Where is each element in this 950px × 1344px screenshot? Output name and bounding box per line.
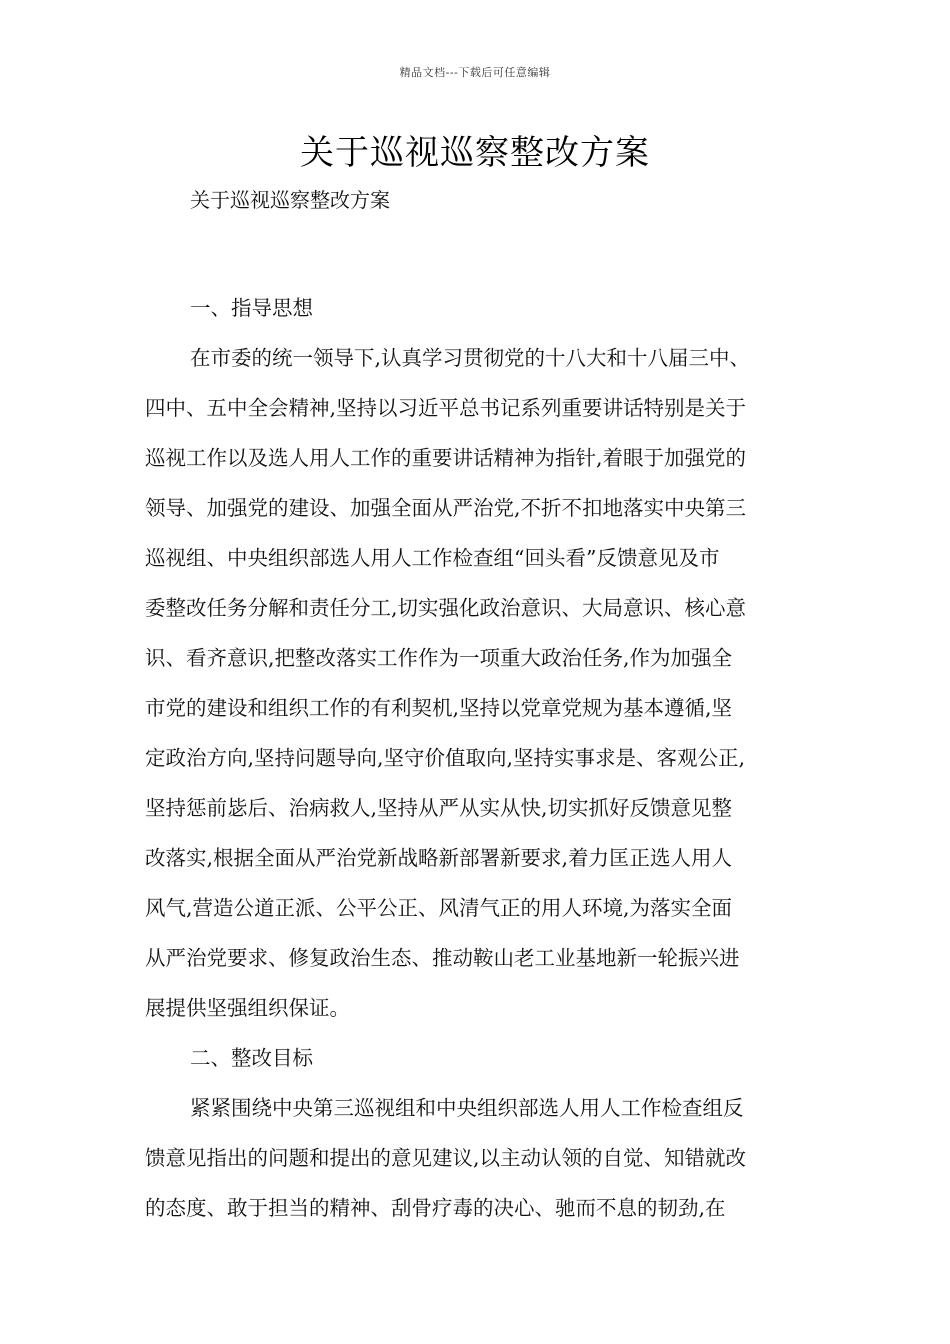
paragraph-line: 四中、五中全会精神,坚持以习近平总书记系列重要讲话特别是关于	[145, 396, 747, 420]
paragraph-line: 展提供坚强组织保证。	[145, 996, 350, 1020]
section-heading-2: 二、整改目标	[190, 1046, 313, 1070]
page-header-note: 精品文档---下载后可任意编辑	[399, 66, 551, 79]
paragraph-guiding-ideology	[145, 333, 815, 1033]
paragraph-line: 馈意见指出的问题和提出的意见建议,以主动认领的自觉、知错就改	[145, 1146, 747, 1170]
section-heading-1: 一、指导思想	[190, 296, 313, 320]
paragraph-line: 改落实,根据全面从严治党新战略新部署新要求,着力匡正选人用人	[145, 846, 733, 870]
paragraph-line: 巡视工作以及选人用人工作的重要讲话精神为指针,着眼于加强党的	[145, 446, 747, 470]
document-subtitle: 关于巡视巡察整改方案	[190, 188, 390, 212]
paragraph-line: 市党的建设和组织工作的有利契机,坚持以党章党规为基本遵循,坚	[145, 696, 733, 720]
paragraph-line: 风气,营造公道正派、公平公正、风清气正的用人环境,为落实全面	[145, 896, 733, 920]
paragraph-line: 定政治方向,坚持问题导向,坚守价值取向,坚持实事求是、客观公正,	[145, 746, 746, 770]
paragraph-line: 紧紧围绕中央第三巡视组和中央组织部选人用人工作检查组反	[190, 1096, 744, 1120]
document-title: 关于巡视巡察整改方案	[300, 133, 650, 173]
paragraph-line: 巡视组、中央组织部选人用人工作检查组“回头看”反馈意见及市	[145, 546, 720, 570]
paragraph-rectification-goals	[145, 1083, 815, 1233]
paragraph-line: 从严治党要求、修复政治生态、推动鞍山老工业基地新一轮振兴进	[145, 946, 740, 970]
paragraph-line: 委整改任务分解和责任分工,切实强化政治意识、大局意识、核心意	[145, 596, 747, 620]
paragraph-line: 坚持惩前毖后、治病救人,坚持从严从实从快,切实抓好反馈意见整	[145, 796, 733, 820]
paragraph-line: 的态度、敢于担当的精神、刮骨疗毒的决心、驰而不息的韧劲,在	[145, 1196, 726, 1220]
document-body	[145, 283, 815, 1233]
paragraph-line: 识、看齐意识,把整改落实工作作为一项重大政治任务,作为加强全	[145, 646, 733, 670]
paragraph-line: 领导、加强党的建设、加强全面从严治党,不折不扣地落实中央第三	[145, 496, 747, 520]
paragraph-line: 在市委的统一领导下,认真学习贯彻党的十八大和十八届三中、	[190, 346, 751, 370]
